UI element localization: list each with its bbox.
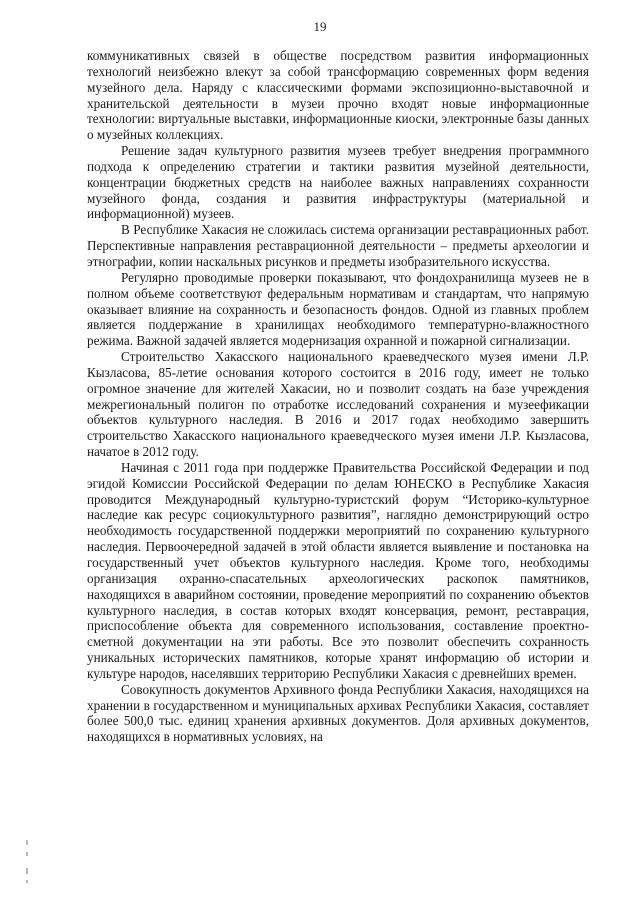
document-body: [87, 48, 589, 745]
paragraph: Решение задач культурного развития музеев требует внедрения программного подхода к определению стратегии и тактики развития музейной деятельности, концентрации бюджетных средств на наиболее важных направлениях сохранности музейного фонда, создания и развития инфраструктуры (материальной и информационной) музеев.: [87, 143, 589, 222]
scan-mark: [26, 880, 28, 883]
page-number: 19: [313, 19, 327, 34]
paragraph: В Республике Хакасия не сложилась система организации реставрационных работ. Перспективные направления реставрационной деятельности – предметы археологии и этнографии, копии наскальных рисунков и предметы изобразительного искусства.: [87, 222, 589, 269]
paragraph-continued: коммуникативных связей в обществе посредством развития информационных технологий неизбежно влекут за собой трансформацию современных форм ведения музейного дела. Наряду с классическими формами экспозиционно-выставочной и хранительской деятельности в музеи прочно входят новые информационные технологии: виртуальные выставки, информационные киоски, электронные базы данных о музейных коллекциях.: [87, 48, 589, 143]
paragraph: Строительство Хакасского национального краеведческого музея имени Л.Р. Кызласова, 85-летие основания которого состоится в 2016 году, имеет не только огромное значение для жителей Хакасии, но и позволит создать на базе учреждения межрегиональный полигон по отработке исследований сохранения и музеефикации объектов культурного наследия. В 2016 и 2017 годах необходимо завершить строительство Хакасского национального краеведческого музея имени Л.Р. Кызласова, начатое в 2012 году.: [87, 349, 589, 460]
scan-mark: [26, 868, 28, 874]
paragraph: Совокупность документов Архивного фонда Республики Хакасия, находящихся на хранении в государственном и муниципальных архивах Республики Хакасия, составляет более 500,0 тыс. единиц хранения архивных документов. Доля архивных документов, находящихся в нормативных условиях, на: [87, 681, 589, 745]
scan-mark: [26, 840, 28, 845]
paragraph: Регулярно проводимые проверки показывают, что фондохранилища музеев не в полном объеме соответствуют федеральным нормативам и стандартам, что напрямую оказывает влияние на сохранность и безопасность фондов. Одной из главных проблем является поддержание в хранилищах необходимого температурно-влажностного режима. Важной задачей является модернизация охранной и пожарной сигнализации.: [87, 269, 589, 349]
scan-mark: [26, 852, 28, 856]
paragraph: Начиная с 2011 года при поддержке Правительства Российской Федерации и под эгидой Комиссии Российской Федерации по делам ЮНЕСКО в Республике Хакасия проводится Международный культурно-туристский форум “Историко-культурное наследие как ресурс социокультурного развития”, наглядно демонстрирующий остро необходимость государственной поддержки мероприятий по сохранению культурного наследия. Первоочередной задачей в этой области является выявление и постановка на государственный учет объектов культурного наследия. Кроме того, необходимы организация охранно-спасательных археологических раскопок памятников, находящихся в аварийном состоянии, проведение мероприятий по сохранению объектов культурного наследия, в состав которых входят консервация, ремонт, реставрация, приспособление объекта для современного использования, составление проектно-сметной документации на эти работы. Все это позволит обеспечить сохранность уникальных исторических памятников, которые хранят информацию об истории и культуре народов, населявших территорию Республики Хакасия с древнейших времен.: [87, 459, 589, 681]
